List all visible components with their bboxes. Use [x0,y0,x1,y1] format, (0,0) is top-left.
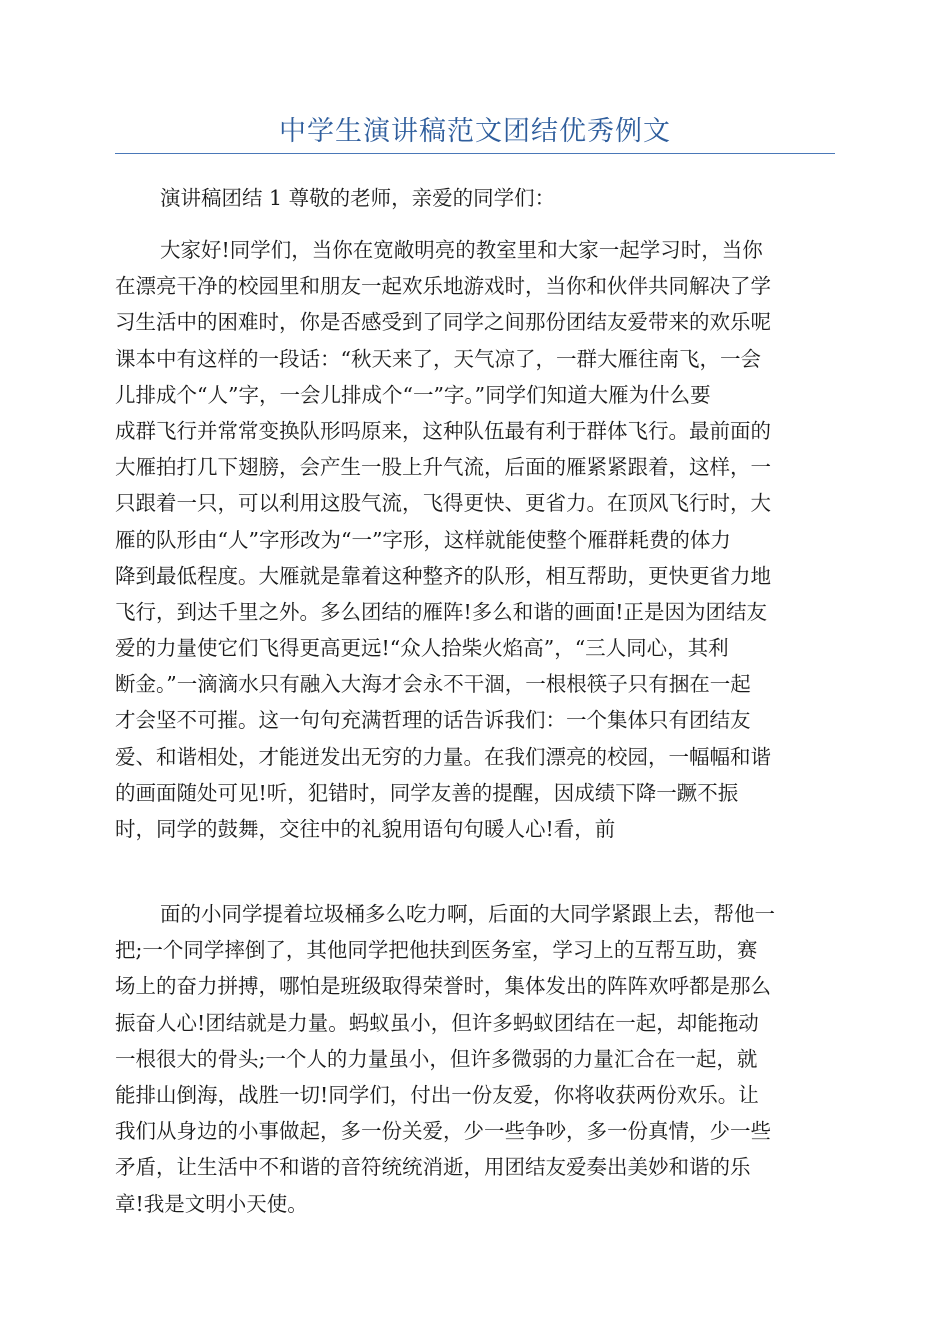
paragraph-line: 我们从身边的小事做起，多一份关爱，少一些争吵，多一份真情，少一些 [115,1119,771,1144]
paragraph-line: 大家好!同学们，当你在宽敞明亮的教室里和大家一起学习时，当你 [160,238,763,262]
paragraph-line: 降到最低程度。大雁就是靠着这种整齐的队形，相互帮助，更快更省力地 [115,563,771,588]
paragraph-line: 场上的奋力拼搏，哪怕是班级取得荣誉时，集体发出的阵阵欢呼都是那么 [115,974,771,999]
paragraph-line: 课本中有这样的一段话：“秋天来了，天气凉了，一群大雁往南飞，一会 [115,346,761,371]
paragraph-line: 雁的队形由“人”字形改为“一”字形，这样就能使整个雁群耗费的体力 [115,527,731,552]
paragraph-line: 矛盾，让生活中不和谐的音符统统消逝，用团结友爱奏出美妙和谐的乐 [115,1155,751,1180]
salutation-line: 演讲稿团结 1 尊敬的老师，亲爱的同学们： [160,186,556,210]
paragraph-2 [115,896,835,1222]
paragraph-line: 面的小同学提着垃圾桶多么吃力啊，后面的大同学紧跟上去，帮他一 [160,902,775,926]
paragraph-line: 能排山倒海，战胜一切!同学们，付出一份友爱，你将收获两份欢乐。让 [115,1082,759,1107]
paragraph-line: 只跟着一只，可以利用这股气流，飞得更快、更省力。在顶风飞行时，大 [115,491,771,516]
paragraph-line: 振奋人心!团结就是力量。蚂蚁虽小，但许多蚂蚁团结在一起，却能拖动 [115,1010,759,1035]
paragraph-line: 成群飞行并常常变换队形吗原来，这种队伍最有利于群体飞行。最前面的 [115,418,771,443]
paragraph-line: 爱、和谐相处，才能迸发出无穷的力量。在我们漂亮的校园，一幅幅和谐 [115,744,771,769]
paragraph-line: 断金。”一滴滴水只有融入大海才会永不干涸，一根根筷子只有捆在一起 [115,672,751,697]
paragraph-line: 的画面随处可见!听，犯错时，同学友善的提醒，因成绩下降一蹶不振 [115,780,739,805]
document-title: 中学生演讲稿范文团结优秀例文 [279,116,671,147]
paragraph-1 [115,232,835,847]
title-underline [115,153,835,154]
paragraph-line: 儿排成个“人”字，一会儿排成个“一”字。”同学们知道大雁为什么要 [115,382,711,407]
paragraph-line: 飞行，到达千里之外。多么团结的雁阵!多么和谐的画面!正是因为团结友 [115,599,767,624]
paragraph-line: 大雁拍打几下翅膀，会产生一股上升气流，后面的雁紧紧跟着，这样，一 [115,455,771,480]
paragraph-line: 才会坚不可摧。这一句句充满哲理的话告诉我们：一个集体只有团结友 [115,708,751,733]
paragraph-line: 爱的力量使它们飞得更高更远!“众人拾柴火焰高”，“三人同心，其利 [115,636,729,661]
paragraph-line: 在漂亮干净的校园里和朋友一起欢乐地游戏时，当你和伙伴共同解决了学 [115,274,771,299]
paragraph-line: 一根很大的骨头;一个人的力量虽小，但许多微弱的力量汇合在一起，就 [115,1046,758,1071]
paragraph-line: 时，同学的鼓舞，交往中的礼貌用语句句暖人心!看，前 [115,817,616,841]
paragraph-line: 章!我是文明小天使。 [115,1191,308,1216]
paragraph-line: 习生活中的困难时，你是否感受到了同学之间那份团结友爱带来的欢乐呢 [115,310,771,335]
paragraph-line: 把;一个同学摔倒了，其他同学把他扶到医务室，学习上的互帮互助，赛 [115,938,758,963]
